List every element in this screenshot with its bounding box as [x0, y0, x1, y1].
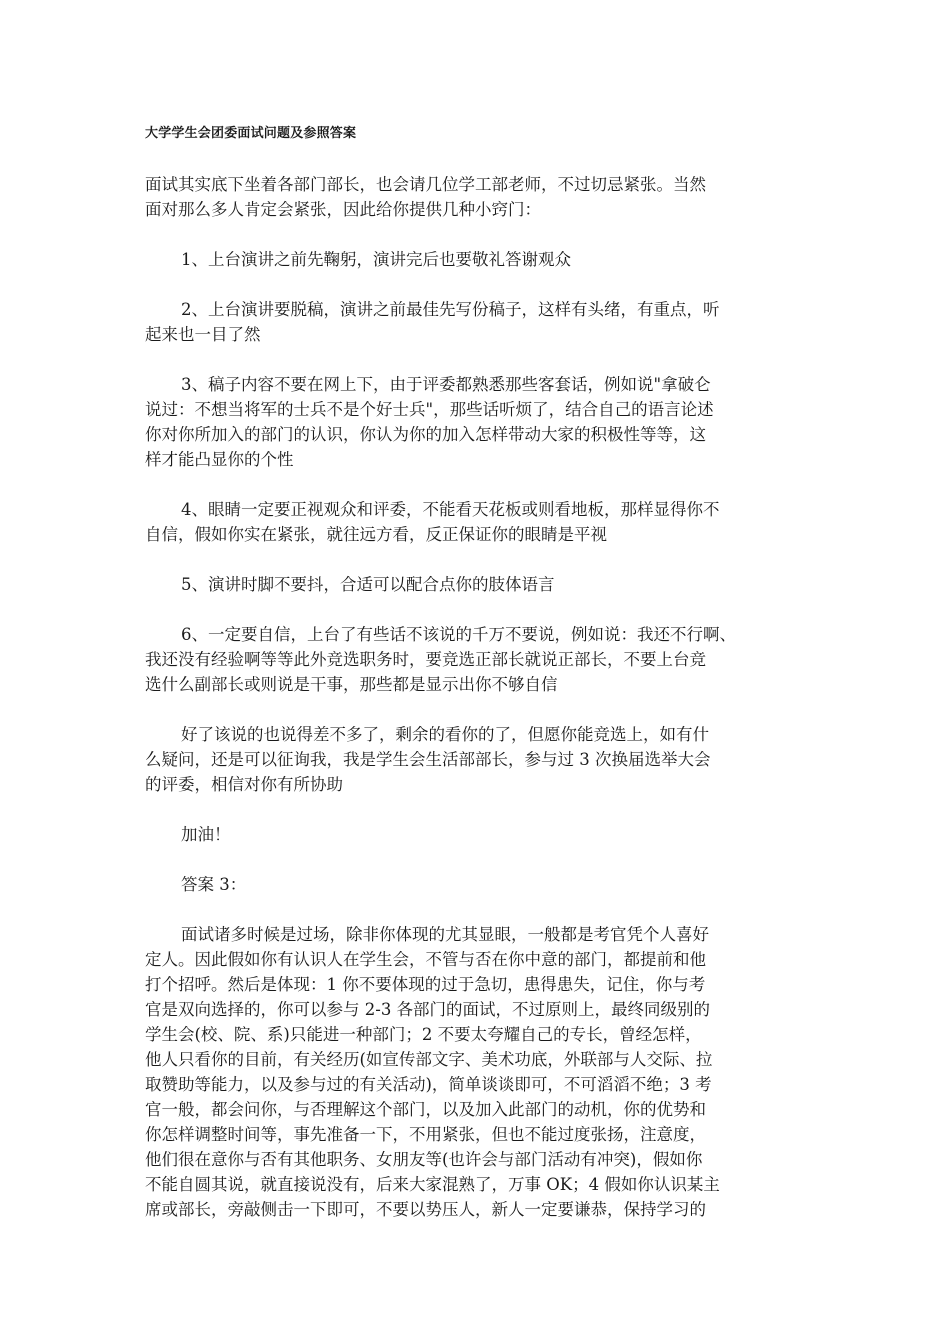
text-line: 不能自圆其说，就直接说没有，后来大家混熟了，万事 OK；4 假如你认识某主 — [145, 1175, 720, 1194]
paragraph — [145, 497, 805, 547]
text-line: 3、稿子内容不要在网上下，由于评委都熟悉那些客套话，例如说"拿破仑 — [181, 375, 711, 394]
paragraph-gap — [145, 897, 805, 922]
text-line: 自信，假如你实在紧张，就往远方看，反正保证你的眼睛是平视 — [145, 525, 607, 544]
paragraph — [145, 372, 805, 472]
text-line: 定人。因此假如你有认识人在学生会，不管与否在你中意的部门，都提前和他 — [145, 950, 706, 969]
text-line: 2、上台演讲要脱稿，演讲之前最佳先写份稿子，这样有头绪，有重点，听 — [181, 300, 720, 319]
text-line: 答案 3： — [181, 875, 247, 894]
text-line: 4、眼睛一定要正视观众和评委，不能看天花板或则看地板，那样显得你不 — [181, 500, 720, 519]
paragraph — [145, 572, 805, 597]
paragraph — [145, 922, 805, 1222]
text-line: 你怎样调整时间等，事先准备一下，不用紧张，但也不能过度张扬，注意度， — [145, 1125, 706, 1144]
text-line: 选什么副部长或则说是干事，那些都是显示出你不够自信 — [145, 675, 558, 694]
text-line: 的评委，相信对你有所协助 — [145, 775, 343, 794]
text-line: 起来也一目了然 — [145, 325, 261, 344]
text-line: 我还没有经验啊等等此外竞选职务时，要竞选正部长就说正部长，不要上台竞 — [145, 650, 706, 669]
paragraph-gap — [145, 347, 805, 372]
text-line: 说过：不想当将军的士兵不是个好士兵"，那些话听烦了，结合自己的语言论述 — [145, 400, 714, 419]
text-line: 你对你所加入的部门的认识，你认为你的加入怎样带动大家的积极性等等，这 — [145, 425, 706, 444]
paragraph — [145, 247, 805, 272]
text-line: 他人只看你的目前，有关经历(如宣传部文字、美术功底，外联部与人交际、拉 — [145, 1050, 713, 1069]
text-line: 好了该说的也说得差不多了，剩余的看你的了，但愿你能竞选上，如有什 — [181, 725, 709, 744]
text-line: 学生会(校、院、系)只能进一种部门；2 不要太夸耀自己的专长，曾经怎样， — [145, 1025, 702, 1044]
paragraph — [145, 297, 805, 347]
text-line: 官是双向选择的，你可以参与 2-3 各部门的面试，不过原则上，最终同级别的 — [145, 1000, 711, 1019]
paragraph — [145, 872, 805, 897]
text-line: 5、演讲时脚不要抖，合适可以配合点你的肢体语言 — [181, 575, 555, 594]
document-body — [145, 172, 805, 1222]
text-line: 样才能凸显你的个性 — [145, 450, 294, 469]
text-line: 面试诸多时候是过场，除非你体现的尤其显眼，一般都是考官凭个人喜好 — [181, 925, 709, 944]
text-line: 1、上台演讲之前先鞠躬，演讲完后也要敬礼答谢观众 — [181, 250, 571, 269]
text-line: 取赞助等能力，以及参与过的有关活动)，简单谈谈即可，不可滔滔不绝；3 考 — [145, 1075, 712, 1094]
document-title: 大学学生会团委面试问题及参照答案 — [145, 126, 357, 141]
text-line: 他们很在意你与否有其他职务、女朋友等(也许会与部门活动有冲突)，假如你 — [145, 1150, 703, 1169]
paragraph — [145, 172, 805, 222]
paragraph — [145, 622, 805, 697]
text-line: 6、一定要自信，上台了有些话不该说的千万不要说，例如说：我还不行啊、 — [181, 625, 736, 644]
paragraph-gap — [145, 472, 805, 497]
text-line: 面对那么多人肯定会紧张，因此给你提供几种小窍门： — [145, 200, 541, 219]
paragraph-gap — [145, 222, 805, 247]
text-line: 官一般，都会问你，与否理解这个部门，以及加入此部门的动机，你的优势和 — [145, 1100, 706, 1119]
paragraph-gap — [145, 272, 805, 297]
paragraph-gap — [145, 697, 805, 722]
paragraph — [145, 722, 805, 797]
paragraph — [145, 822, 805, 847]
text-line: 打个招呼。然后是体现：1 你不要体现的过于急切，患得患失，记住，你与考 — [145, 975, 706, 994]
paragraph-gap — [145, 797, 805, 822]
text-line: 面试其实底下坐着各部门部长，也会请几位学工部老师，不过切忌紧张。当然 — [145, 175, 706, 194]
paragraph-gap — [145, 847, 805, 872]
paragraph-gap — [145, 547, 805, 572]
text-line: 么疑问，还是可以征询我，我是学生会生活部部长，参与过 3 次换届选举大会 — [145, 750, 711, 769]
paragraph-gap — [145, 597, 805, 622]
text-line: 加油！ — [181, 825, 231, 844]
text-line: 席或部长，旁敲侧击一下即可，不要以势压人，新人一定要谦恭，保持学习的 — [145, 1200, 706, 1219]
